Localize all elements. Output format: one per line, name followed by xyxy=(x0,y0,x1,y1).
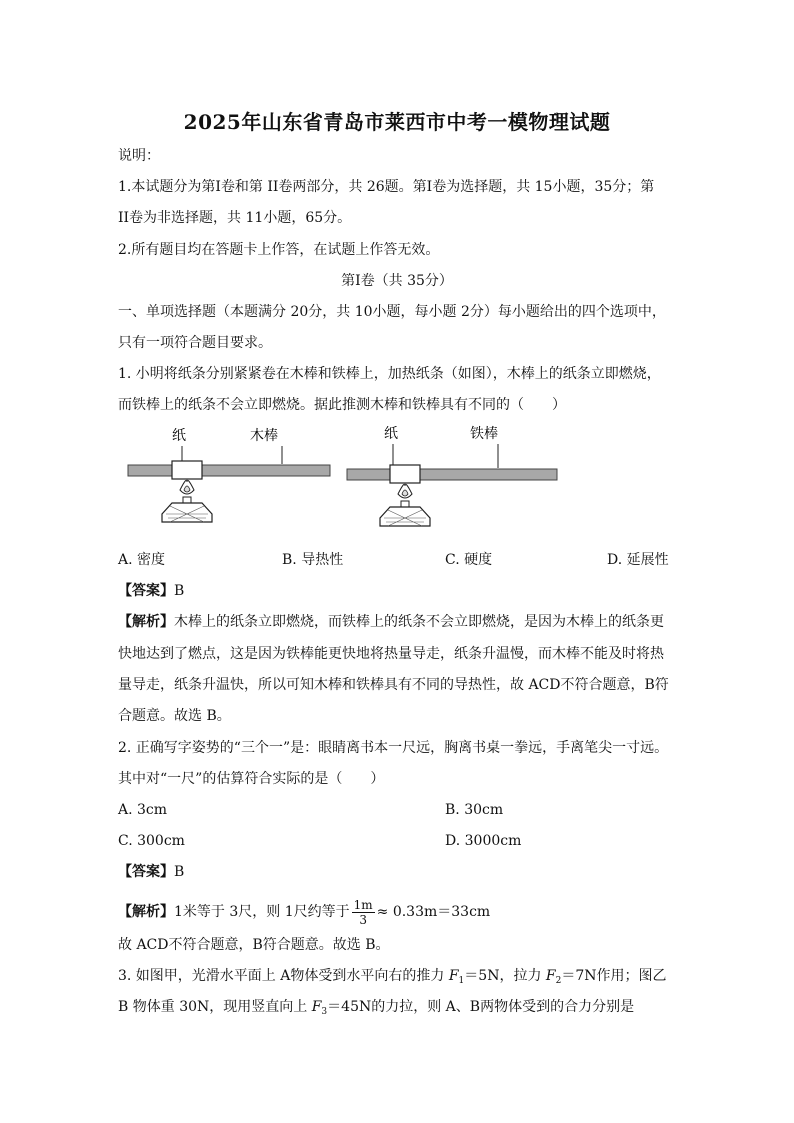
q3-text-2a: B 物体重 30N，现用竖直向上 xyxy=(118,999,312,1015)
q1-analysis-tag: 【解析】 xyxy=(118,614,174,630)
q1-stem-b: 而铁棒上的纸条不会立即燃烧。据此推测木棒和铁棒具有不同的（ ） xyxy=(118,397,566,413)
q3-stem-line-2 xyxy=(118,997,634,1022)
q1-analysis-line-2: 快地达到了燃点，这是因为铁棒能更快地将热量导走，纸条升温慢，而木棒不能及时将热 xyxy=(118,646,664,662)
note-1a: 1.本试题分为第Ⅰ卷和第 II卷两部分，共 26题。第Ⅰ卷为选择题，共 15小题，35分；第 xyxy=(118,179,655,195)
q2-analysis-tag: 【解析】 xyxy=(118,904,174,920)
page-title: 2025年山东省青岛市莱西市中考一模物理试题 xyxy=(183,110,611,134)
fig-left-paper-label: 纸 xyxy=(172,428,186,444)
q2-analysis-post: ≈ 0.33m＝33cm xyxy=(376,904,491,920)
force-f1-subscript: 1 xyxy=(458,976,465,986)
section-heading: 第Ⅰ卷（共 35分） xyxy=(341,273,453,289)
q2-answer xyxy=(118,862,184,882)
fraction-denominator: 3 xyxy=(359,912,367,927)
right-paper-roll xyxy=(390,465,420,483)
q1-analysis-line-4: 合题意。故选 B。 xyxy=(118,708,231,724)
q3-text-1c: ＝7N作用；图乙 xyxy=(561,968,667,984)
q3-text-2b: ＝45N的力拉，则 A、B两物体受到的合力分别是 xyxy=(327,999,635,1015)
q3-text-1b: ＝5N，拉力 xyxy=(464,968,546,984)
q2-analysis-pre: 1米等于 3尺，则 1尺约等于 xyxy=(174,904,350,920)
note-1b: II卷为非选择题，共 11小题，65分。 xyxy=(118,210,352,226)
q3-stem-line-1 xyxy=(118,966,667,991)
part1-heading-b: 只有一项符合题目要求。 xyxy=(118,335,272,351)
force-f1-symbol: F xyxy=(448,968,459,984)
q1-stem-a: 1. 小明将纸条分别紧紧卷在木棒和铁棒上，加热纸条（如图），木棒上的纸条立即燃烧， xyxy=(118,366,661,382)
q1-answer-value: B xyxy=(174,583,185,599)
left-alcohol-lamp xyxy=(162,480,212,522)
fig-left-rod-label: 木棒 xyxy=(250,428,278,444)
q1-option-b: B. 导热性 xyxy=(282,552,344,568)
q2-option-d: D. 3000cm xyxy=(445,833,522,849)
q1-answer xyxy=(118,581,184,601)
q1-analysis-text-1: 木棒上的纸条立即燃烧，而铁棒上的纸条不会立即燃烧，是因为木棒上的纸条更 xyxy=(174,614,664,630)
wooden-rod xyxy=(128,465,330,476)
part1-heading-a: 一、单项选择题（本题满分 20分，共 10小题，每小题 2分）每小题给出的四个选项中， xyxy=(118,304,666,320)
fig-right-rod-label: 铁棒 xyxy=(470,426,498,442)
q2-option-c: C. 300cm xyxy=(118,833,185,849)
fraction-numerator: 1m xyxy=(353,897,373,912)
q1-analysis-line-1 xyxy=(118,612,664,632)
q2-stem-b: 其中对“一尺”的估算符合实际的是（ ） xyxy=(118,771,385,787)
force-f3-symbol: F xyxy=(311,999,322,1015)
force-f2-symbol: F xyxy=(545,968,556,984)
q2-stem-a: 2. 正确写字姿势的“三个一”是：眼睛离书本一尺远，胸离书桌一拳远，手离笔尖一寸远。 xyxy=(118,740,669,756)
q1-option-d: D. 延展性 xyxy=(607,552,669,568)
q1-figure xyxy=(120,418,570,536)
notes-heading: 说明： xyxy=(118,148,160,164)
q2-fraction xyxy=(352,898,375,927)
left-paper-roll xyxy=(172,461,202,479)
q1-analysis-line-3: 量导走，纸条升温快，所以可知木棒和铁棒具有不同的导热性，故 ACD不符合题意，B符 xyxy=(118,677,669,693)
q2-answer-value: B xyxy=(174,864,185,880)
force-f3-subscript: 3 xyxy=(321,1007,328,1017)
q1-option-c: C. 硬度 xyxy=(445,552,493,568)
force-f2-subscript: 2 xyxy=(555,976,562,986)
q1-option-a: A. 密度 xyxy=(118,552,166,568)
q2-option-a: A. 3cm xyxy=(118,802,168,818)
q2-answer-tag: 【答案】 xyxy=(118,864,174,880)
q3-text-1a: 3. 如图甲，光滑水平面上 A物体受到水平向右的推力 xyxy=(118,968,449,984)
q2-conclusion: 故 ACD不符合题意，B符合题意。故选 B。 xyxy=(118,937,390,953)
q2-option-b: B. 30cm xyxy=(445,802,504,818)
fig-right-paper-label: 纸 xyxy=(384,426,398,442)
right-alcohol-lamp xyxy=(380,484,430,526)
note-2: 2.所有题目均在答题卡上作答，在试题上作答无效。 xyxy=(118,242,440,258)
iron-rod xyxy=(347,469,557,480)
q1-answer-tag: 【答案】 xyxy=(118,583,174,599)
q2-analysis-line xyxy=(118,897,490,927)
